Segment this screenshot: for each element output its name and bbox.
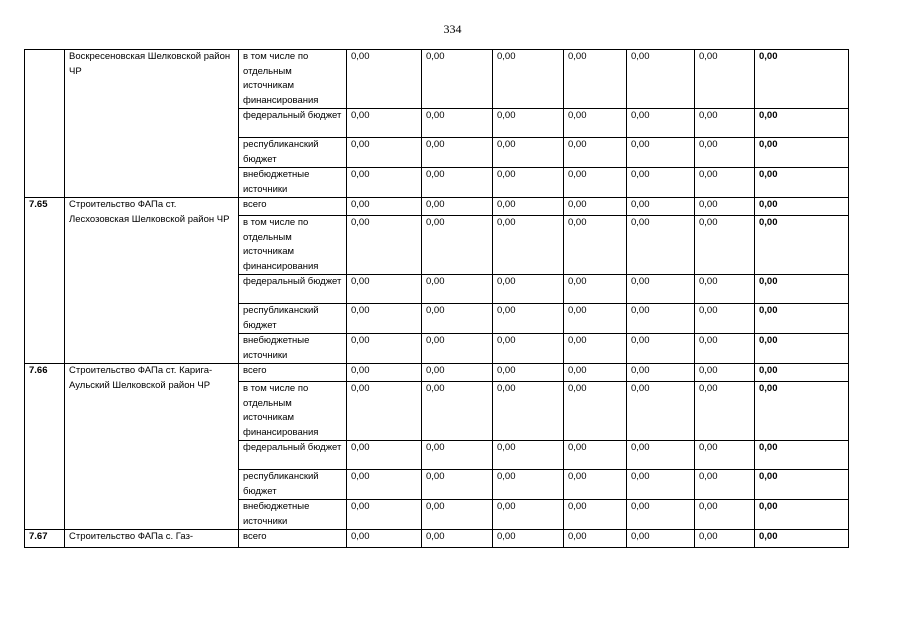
value-cell: 0,00 [422, 50, 493, 109]
value-cell: 0,00 [564, 334, 627, 364]
value-cell: 0,00 [422, 500, 493, 530]
value-cell: 0,00 [627, 138, 695, 168]
item-number: 7.67 [25, 530, 65, 548]
page-number: 334 [443, 22, 462, 36]
total-value: 0,00 [755, 168, 849, 198]
item-name: Строительство ФАПа ст. Лесхозовская Шелковской район ЧР [65, 198, 239, 364]
value-cell: 0,00 [695, 500, 755, 530]
value-cell: 0,00 [627, 216, 695, 275]
value-cell: 0,00 [422, 168, 493, 198]
value-cell: 0,00 [347, 334, 422, 364]
total-value: 0,00 [755, 304, 849, 334]
value-cell: 0,00 [627, 109, 695, 138]
total-value: 0,00 [755, 138, 849, 168]
value-cell: 0,00 [564, 198, 627, 216]
value-cell: 0,00 [695, 304, 755, 334]
value-cell: 0,00 [627, 382, 695, 441]
table-row [25, 198, 849, 216]
total-value: 0,00 [755, 382, 849, 441]
table-row [25, 364, 849, 382]
value-cell: 0,00 [695, 216, 755, 275]
value-cell: 0,00 [627, 198, 695, 216]
value-cell: 0,00 [695, 530, 755, 548]
value-cell: 0,00 [564, 382, 627, 441]
value-cell: 0,00 [347, 138, 422, 168]
funding-source: внебюджетные источники [239, 500, 347, 530]
value-cell: 0,00 [422, 334, 493, 364]
value-cell: 0,00 [627, 168, 695, 198]
value-cell: 0,00 [695, 382, 755, 441]
budget-table [24, 49, 849, 548]
value-cell: 0,00 [422, 198, 493, 216]
funding-source: федеральный бюджет [239, 109, 347, 138]
value-cell: 0,00 [493, 530, 564, 548]
value-cell: 0,00 [493, 364, 564, 382]
value-cell: 0,00 [564, 470, 627, 500]
value-cell: 0,00 [347, 198, 422, 216]
value-cell: 0,00 [564, 500, 627, 530]
value-cell: 0,00 [493, 382, 564, 441]
value-cell: 0,00 [347, 168, 422, 198]
value-cell: 0,00 [422, 138, 493, 168]
funding-source: в том числе по отдельным источникам финансирования [239, 216, 347, 275]
funding-source: внебюджетные источники [239, 334, 347, 364]
funding-source: республиканский бюджет [239, 138, 347, 168]
value-cell: 0,00 [347, 216, 422, 275]
value-cell: 0,00 [627, 530, 695, 548]
value-cell: 0,00 [347, 470, 422, 500]
value-cell: 0,00 [695, 168, 755, 198]
total-value: 0,00 [755, 334, 849, 364]
value-cell: 0,00 [493, 500, 564, 530]
funding-source: федеральный бюджет [239, 275, 347, 304]
funding-source: всего [239, 198, 347, 216]
value-cell: 0,00 [695, 138, 755, 168]
value-cell: 0,00 [347, 50, 422, 109]
value-cell: 0,00 [347, 530, 422, 548]
funding-source: республиканский бюджет [239, 470, 347, 500]
value-cell: 0,00 [627, 470, 695, 500]
funding-source: всего [239, 364, 347, 382]
value-cell: 0,00 [422, 441, 493, 470]
funding-source: внебюджетные источники [239, 168, 347, 198]
value-cell: 0,00 [627, 364, 695, 382]
total-value: 0,00 [755, 530, 849, 548]
value-cell: 0,00 [347, 304, 422, 334]
table-row [25, 50, 849, 109]
value-cell: 0,00 [493, 441, 564, 470]
funding-source: республиканский бюджет [239, 304, 347, 334]
value-cell: 0,00 [627, 275, 695, 304]
funding-source: в том числе по отдельным источникам финансирования [239, 50, 347, 109]
value-cell: 0,00 [627, 304, 695, 334]
item-name: Воскресеновская Шелковской район ЧР [65, 50, 239, 198]
total-value: 0,00 [755, 500, 849, 530]
value-cell: 0,00 [564, 530, 627, 548]
item-number: 7.65 [25, 198, 65, 364]
value-cell: 0,00 [493, 275, 564, 304]
value-cell: 0,00 [695, 50, 755, 109]
total-value: 0,00 [755, 198, 849, 216]
value-cell: 0,00 [564, 216, 627, 275]
value-cell: 0,00 [347, 382, 422, 441]
total-value: 0,00 [755, 441, 849, 470]
value-cell: 0,00 [695, 275, 755, 304]
value-cell: 0,00 [422, 382, 493, 441]
table-row [25, 530, 849, 548]
value-cell: 0,00 [627, 50, 695, 109]
value-cell: 0,00 [422, 530, 493, 548]
value-cell: 0,00 [564, 304, 627, 334]
total-value: 0,00 [755, 275, 849, 304]
value-cell: 0,00 [695, 364, 755, 382]
total-value: 0,00 [755, 470, 849, 500]
funding-source: федеральный бюджет [239, 441, 347, 470]
value-cell: 0,00 [564, 168, 627, 198]
value-cell: 0,00 [564, 441, 627, 470]
value-cell: 0,00 [493, 168, 564, 198]
total-value: 0,00 [755, 216, 849, 275]
value-cell: 0,00 [493, 198, 564, 216]
funding-source: всего [239, 530, 347, 548]
value-cell: 0,00 [695, 441, 755, 470]
value-cell: 0,00 [493, 50, 564, 109]
value-cell: 0,00 [564, 364, 627, 382]
value-cell: 0,00 [493, 138, 564, 168]
value-cell: 0,00 [493, 109, 564, 138]
total-value: 0,00 [755, 50, 849, 109]
value-cell: 0,00 [422, 364, 493, 382]
value-cell: 0,00 [347, 500, 422, 530]
value-cell: 0,00 [564, 275, 627, 304]
funding-source: в том числе по отдельным источникам финансирования [239, 382, 347, 441]
item-number [25, 50, 65, 198]
value-cell: 0,00 [627, 441, 695, 470]
value-cell: 0,00 [695, 109, 755, 138]
value-cell: 0,00 [422, 275, 493, 304]
value-cell: 0,00 [627, 500, 695, 530]
total-value: 0,00 [755, 364, 849, 382]
value-cell: 0,00 [493, 216, 564, 275]
value-cell: 0,00 [627, 334, 695, 364]
value-cell: 0,00 [422, 109, 493, 138]
value-cell: 0,00 [422, 216, 493, 275]
value-cell: 0,00 [422, 304, 493, 334]
value-cell: 0,00 [493, 334, 564, 364]
value-cell: 0,00 [695, 334, 755, 364]
item-number: 7.66 [25, 364, 65, 530]
value-cell: 0,00 [493, 470, 564, 500]
value-cell: 0,00 [493, 304, 564, 334]
value-cell: 0,00 [564, 138, 627, 168]
value-cell: 0,00 [347, 109, 422, 138]
value-cell: 0,00 [695, 198, 755, 216]
item-name: Строительство ФАПа с. Газ- [65, 530, 239, 548]
value-cell: 0,00 [347, 275, 422, 304]
value-cell: 0,00 [347, 364, 422, 382]
item-name: Строительство ФАПа ст. Карига-Аульский Шелковской район ЧР [65, 364, 239, 530]
value-cell: 0,00 [347, 441, 422, 470]
total-value: 0,00 [755, 109, 849, 138]
value-cell: 0,00 [564, 109, 627, 138]
value-cell: 0,00 [695, 470, 755, 500]
value-cell: 0,00 [564, 50, 627, 109]
value-cell: 0,00 [422, 470, 493, 500]
